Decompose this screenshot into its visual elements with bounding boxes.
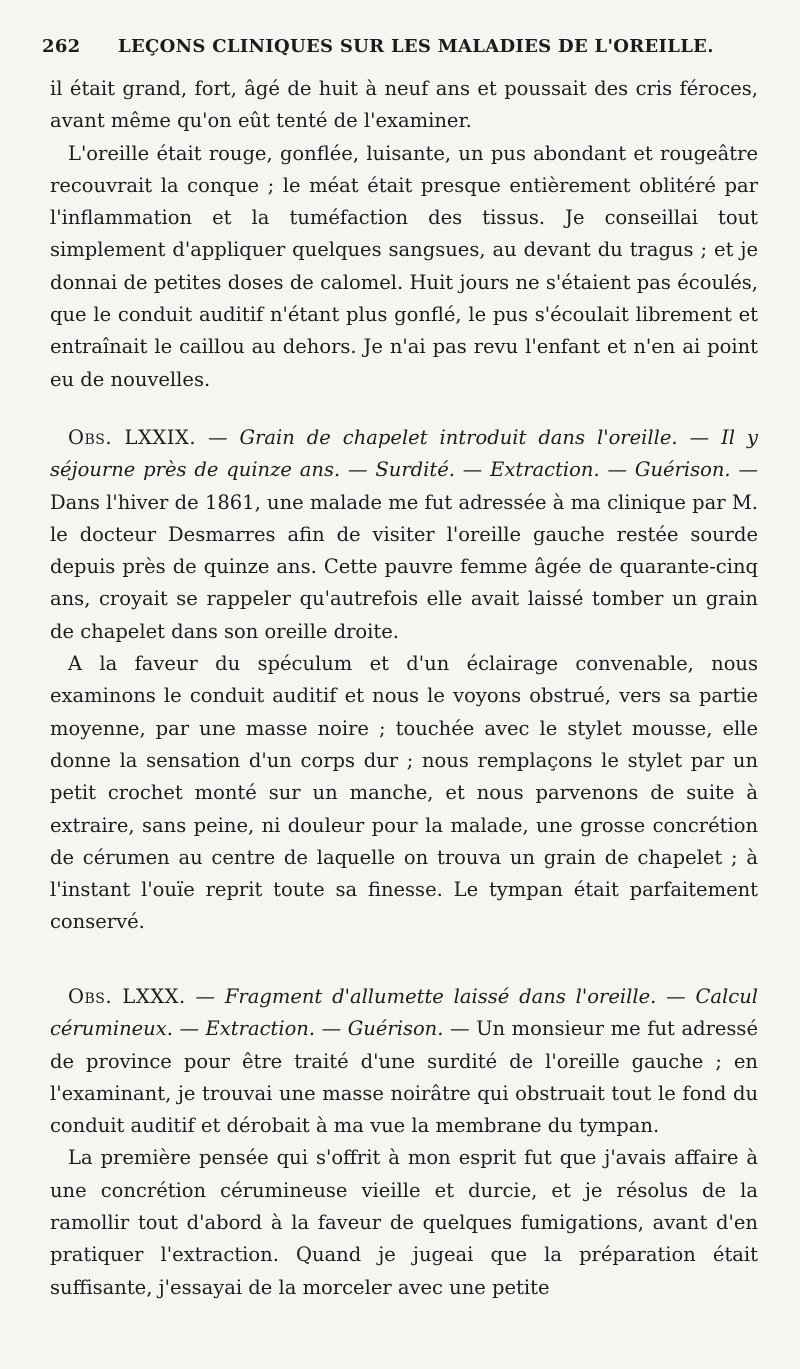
observation-79 — [50, 422, 758, 939]
case-continuation — [50, 73, 758, 396]
observation-text: Un monsieur me fut adressé de province pour être traité d'une surdité de l'oreille gauche ; en l'examinant, je trouvai une masse noirâtre qui obstruait tout le fond du conduit auditif et dérobait à ma vue la membrane du tympan. — [50, 1017, 758, 1138]
observation-80 — [50, 981, 758, 1304]
observation-79-intro — [50, 422, 758, 648]
dash: — — [196, 426, 240, 449]
observation-label: Obs. LXXIX. — [68, 426, 197, 449]
dash: — — [185, 985, 225, 1008]
page-header — [40, 36, 760, 66]
observation-80-intro — [50, 981, 758, 1142]
dash: — — [443, 1017, 477, 1041]
observation-79-paragraph: A la faveur du spéculum et d'un éclairage convenable, nous examinons le conduit auditif et nous le voyons obstrué, vers sa partie moyenne, par une masse noire ; touchée avec le stylet mousse, elle donne la sensation d'un corps dur ; nous remplaçons le stylet par un petit crochet monté sur un manche, et nous parvenons de suite à extraire, sans peine, ni douleur pour la malade, une grosse concrétion de cérumen au centre de laquelle on trouva un grain de chapelet ; à l'instant l'ouïe reprit toute sa finesse. Le tympan était parfaitement conservé. — [50, 652, 758, 934]
paragraph-continuation: il était grand, fort, âgé de huit à neuf ans et poussait des cris féroces, avant même qu'on eût tenté de l'examiner. — [50, 77, 758, 133]
dash: — — [730, 458, 758, 482]
observation-text: Dans l'hiver de 1861, une malade me fut adressée à ma clinique par M. le docteur Desmarres afin de visiter l'oreille gauche restée sourde depuis près de quinze ans. Cette pauvre femme âgée de quarante-cinq ans, croyait se rappeler qu'autrefois elle avait laissé tomber un grain de chapelet dans son oreille droite. — [50, 490, 758, 643]
paragraph-treatment: L'oreille était rouge, gonflée, luisante, un pus abondant et rougeâtre recouvrait la conque ; le méat était presque entièrement oblitéré par l'inflammation et la tuméfaction des tissus. Je conseillai tout simplement d'appliquer quelques sangsues, au devant du tragus ; et je donnai de petites doses de calomel. Huit jours ne s'étaient pas écoulés, que le conduit auditif n'étant plus gonflé, le pus s'écoulait librement et entraînait le caillou au dehors. Je n'ai pas revu l'enfant et n'en ai point eu de nouvelles. — [50, 141, 758, 391]
observation-title: Grain de chapelet introduit dans l'oreille. — Il y séjourne près de quinze ans. — Surdité. — Extraction. — Guérison. — [50, 426, 758, 482]
page-number: 262 — [42, 36, 81, 57]
observation-label: Obs. LXXX. — [68, 985, 186, 1008]
observation-title: Fragment d'allumette laissé dans l'oreille. — Calcul cérumineux. — Extraction. — Guérison. — [50, 985, 758, 1041]
observation-80-paragraph: La première pensée qui s'offrit à mon esprit fut que j'avais affaire à une concrétion cérumineuse vieille et durcie, et je résolus de la ramollir tout d'abord à la faveur de quelques fumigations, avant d'en pratiquer l'extraction. Quand je jugeai que la préparation était suffisante, j'essayai de la morceler avec une petite — [50, 1146, 758, 1299]
running-title: LEÇONS CLINIQUES SUR LES MALADIES DE L'OREILLE. — [118, 36, 714, 57]
